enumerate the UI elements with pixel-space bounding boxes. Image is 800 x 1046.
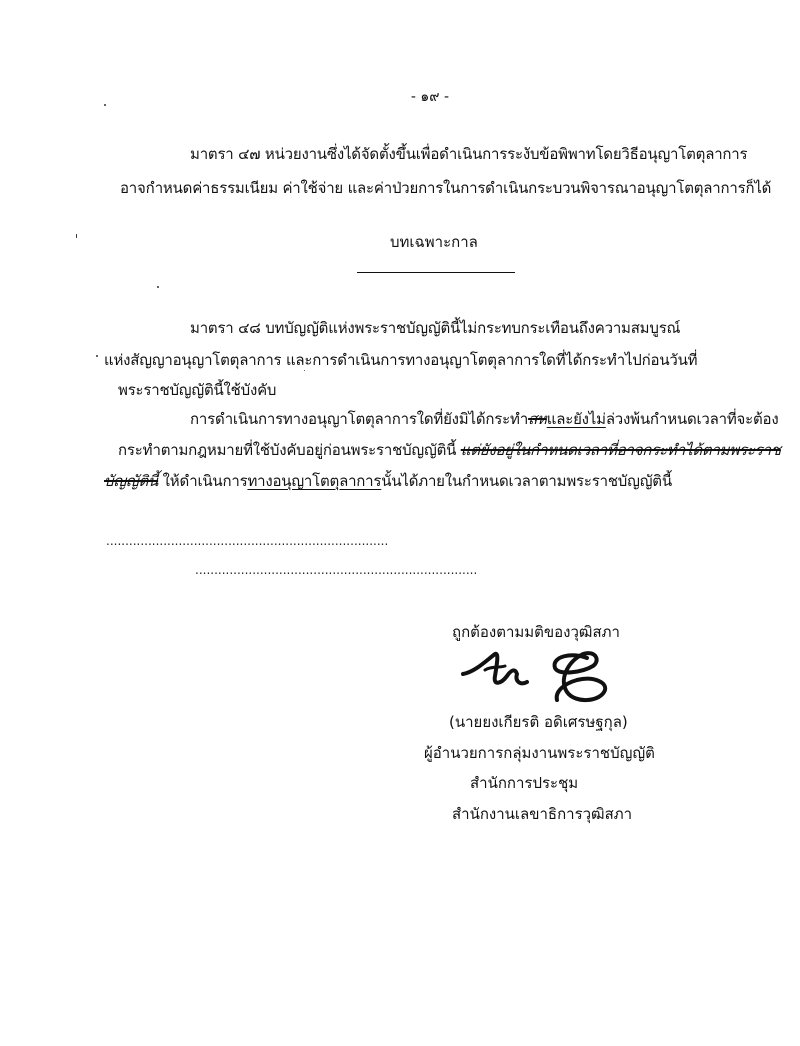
paragraph-2-line-2-text: กระทำตามกฎหมายที่ใช้บังคับอยู่ก่อนพระราชบัญญัตินี้ bbox=[118, 441, 461, 459]
section-48-line-2: แห่งสัญญาอนุญาโตตุลาการ และการดำเนินการทางอนุญาโตตุลาการใดที่ได้กระทำไปก่อนวันที่ bbox=[104, 351, 698, 369]
scan-speck bbox=[96, 355, 98, 357]
certification-text: ถูกต้องตามมติของวุฒิสภา bbox=[452, 623, 620, 641]
scan-speck bbox=[157, 286, 159, 288]
dotted-line-1: .......................................................................... bbox=[106, 534, 389, 548]
dotted-line-2: .......................................................................... bbox=[195, 563, 478, 577]
signatory-name: (นายยงเกียรติ อดิเศรษฐกุล) bbox=[449, 713, 628, 731]
paragraph-2-line-3 bbox=[104, 469, 672, 493]
section-47-line-2: อาจกำหนดค่าธรรมเนียม ค่าใช้จ่าย และค่าป่วยการในการดำเนินกระบวนพิจารณาอนุญาโตตุลาการก็ได้ bbox=[120, 179, 772, 197]
page-number: - ๑๙ - bbox=[410, 89, 450, 105]
paragraph-2-line-3-text: ให้ดำเนินการ bbox=[158, 472, 248, 490]
section-48-line-3: พระราชบัญญัตินี้ใช้บังคับ bbox=[118, 381, 277, 399]
paragraph-2-line-1-text: การดำเนินการทางอนุญาโตตุลาการใดที่ยังมิได้กระทำ bbox=[190, 410, 529, 428]
signatory-bureau: สำนักการประชุม bbox=[470, 774, 579, 792]
transitional-heading: บทเฉพาะกาล bbox=[390, 233, 478, 251]
paragraph-2-line-2 bbox=[118, 438, 781, 462]
scan-speck bbox=[304, 370, 305, 371]
struck-text: สห bbox=[528, 410, 547, 428]
scan-speck bbox=[76, 234, 77, 238]
scan-speck bbox=[104, 104, 106, 106]
inserted-phrase: ทางอนุญาโตตุลาการ bbox=[247, 472, 382, 490]
paragraph-2-line-1 bbox=[190, 407, 778, 431]
signatory-office: สำนักงานเลขาธิการวุฒิสภา bbox=[452, 805, 633, 823]
section-47-line-1: มาตรา ๔๗ หน่วยงานซึ่งได้จัดตั้งขึ้นเพื่อดำเนินการระงับข้อพิพาทโดยวิธีอนุญาโตตุลาการ bbox=[190, 145, 748, 163]
heading-rule bbox=[357, 272, 515, 273]
inserted-text: และยังไม่ bbox=[546, 410, 606, 428]
section-48-line-1: มาตรา ๔๘ บทบัญญัติแห่งพระราชบัญญัตินี้ไม่กระทบกระเทือนถึงความสมบูรณ์ bbox=[190, 319, 681, 337]
struck-clause: แต่ยังอยู่ในกำหนดเวลาที่อาจกระทำได้ตามพระราช bbox=[460, 441, 781, 459]
struck-word: บัญญัตินี้ bbox=[104, 472, 159, 490]
handwritten-signature bbox=[455, 646, 615, 708]
signatory-position: ผู้อำนวยการกลุ่มงานพระราชบัญญัติ bbox=[424, 744, 655, 762]
paragraph-2-line-3-tail: นั้นได้ภายในกำหนดเวลาตามพระราชบัญญัตินี้ bbox=[381, 472, 672, 490]
paragraph-2-line-1-tail: ล่วงพ้นกำหนดเวลาที่จะต้อง bbox=[605, 410, 779, 428]
